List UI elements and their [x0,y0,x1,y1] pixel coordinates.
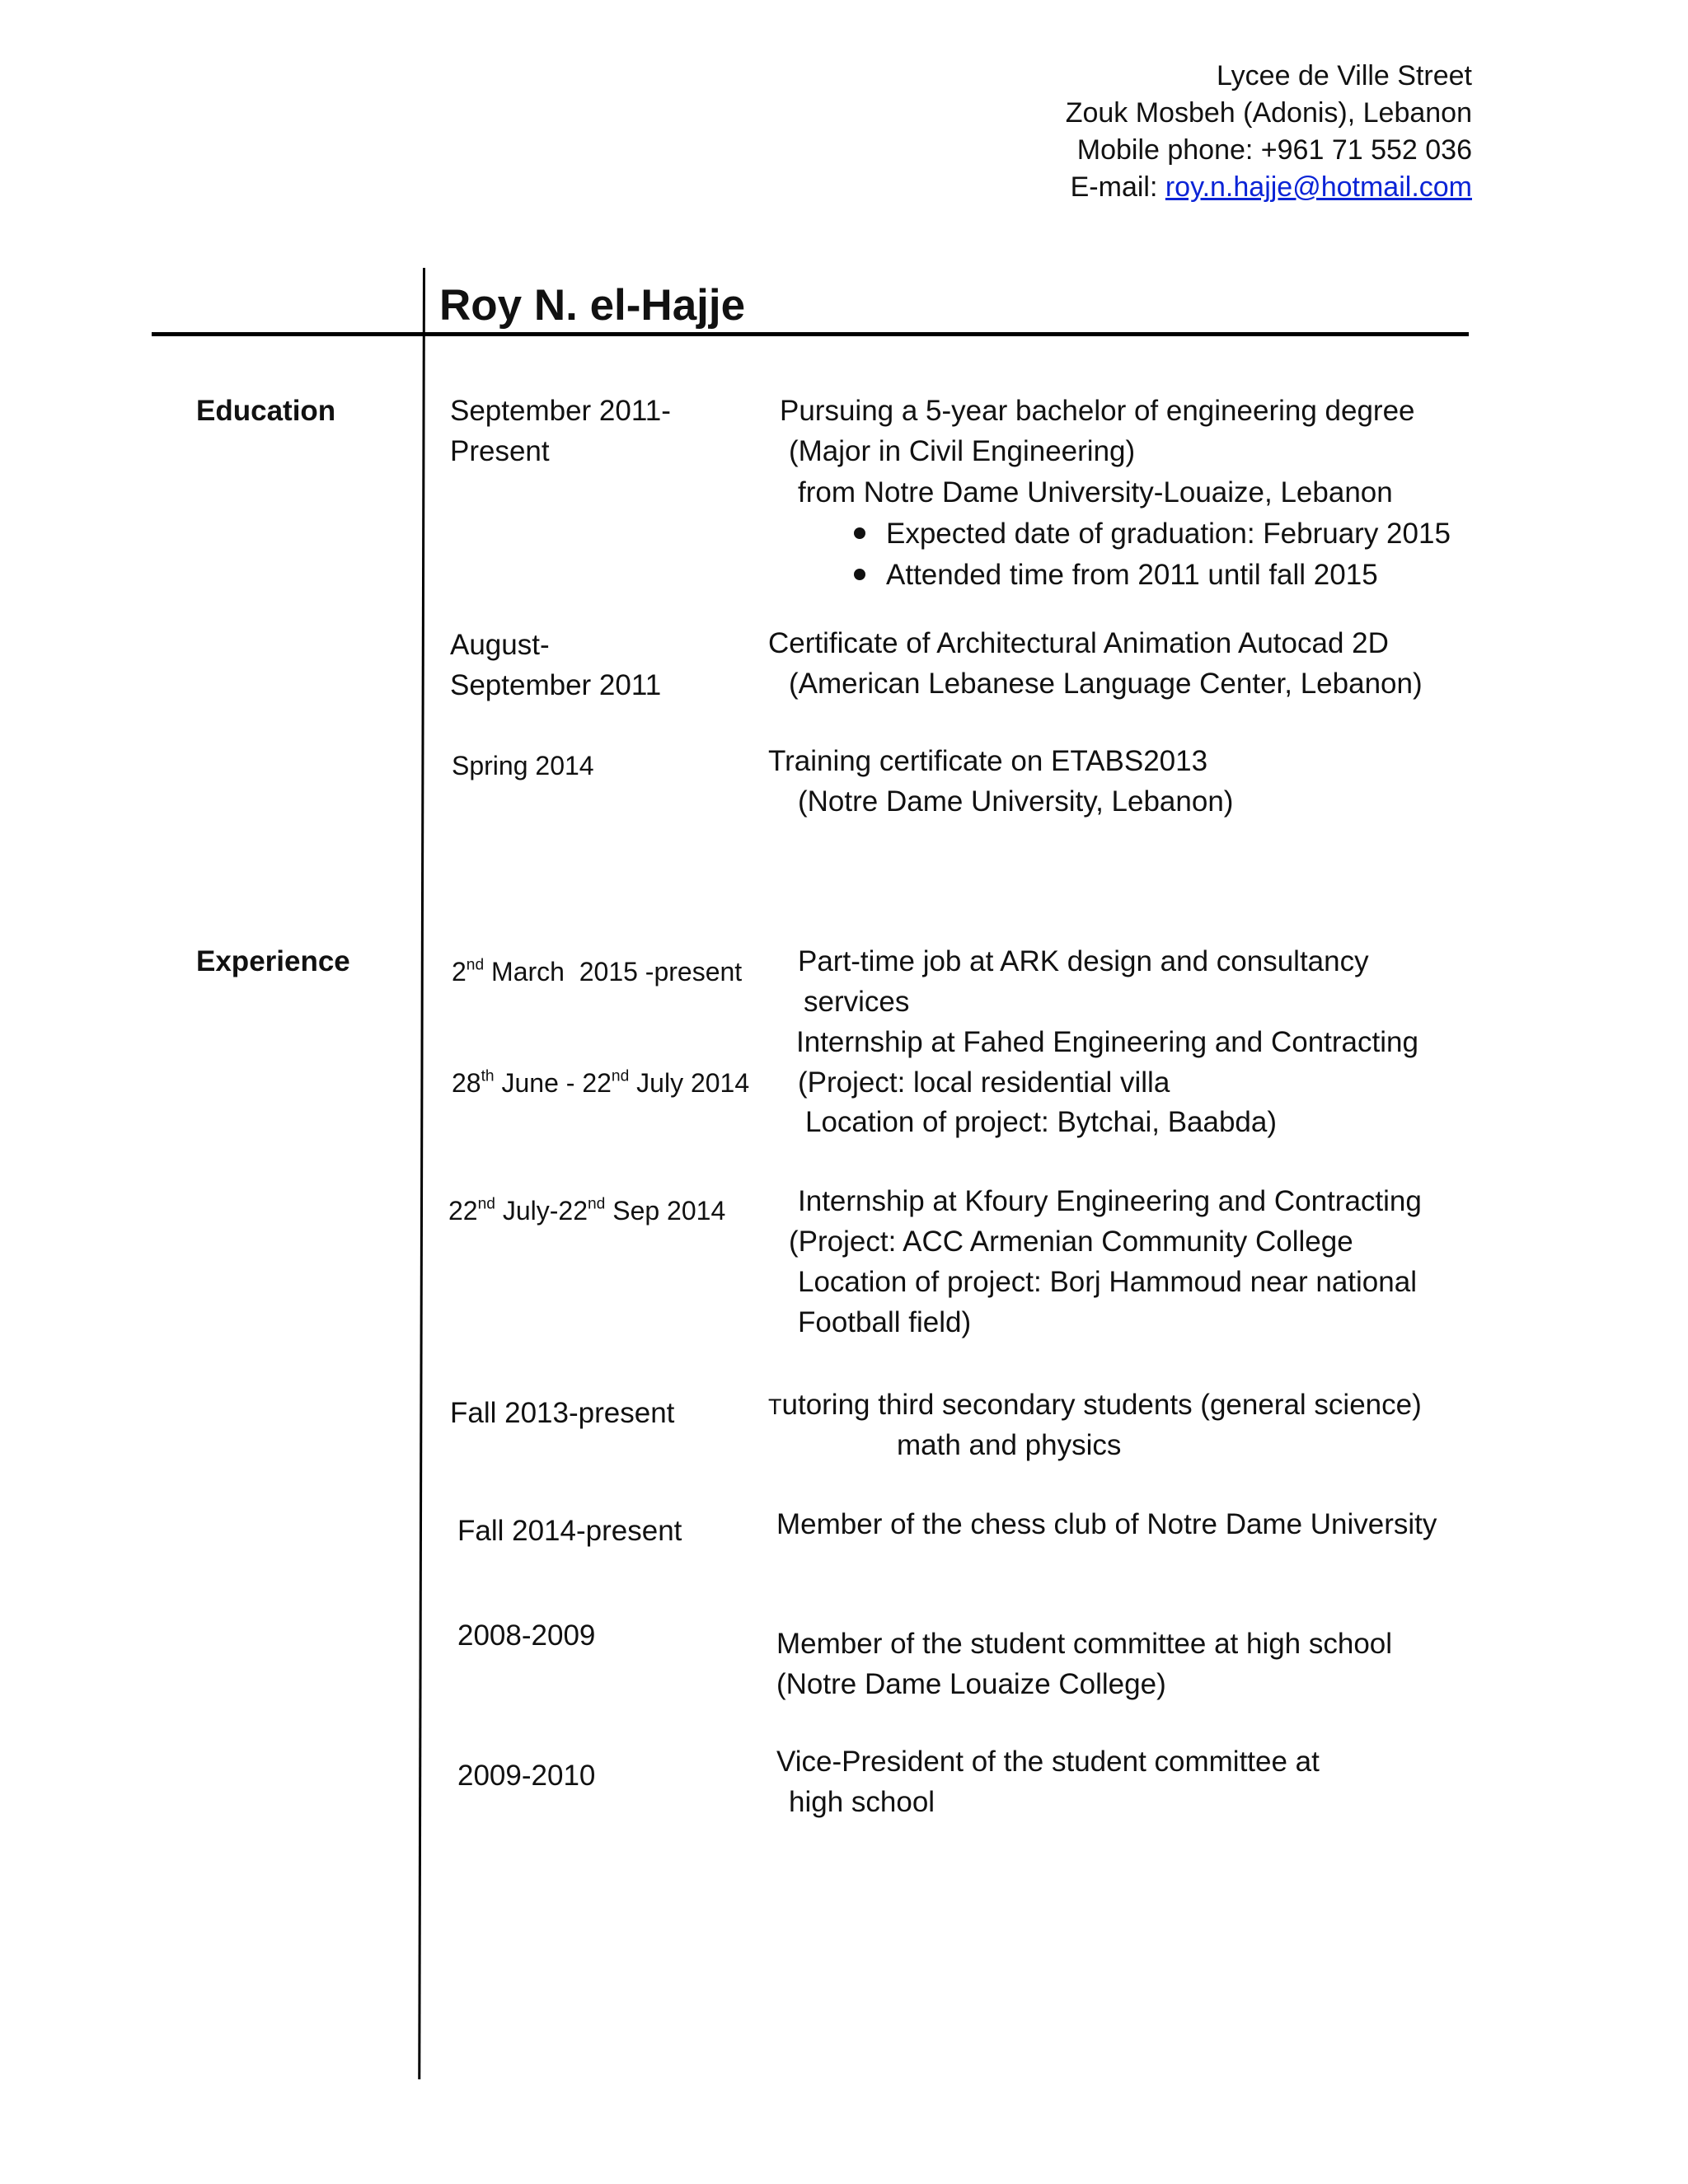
exp-3-date-b-sup: nd [587,1195,606,1213]
edu-3-line2: (Notre Dame University, Lebanon) [798,785,1234,818]
exp-3-date-mid: July-22 [495,1196,588,1226]
exp-7-date: 2009-2010 [457,1760,596,1792]
exp-1-date-rest: March 2015 -present [484,957,743,987]
exp-2-date [452,1063,749,1104]
exp-4-line1-rest: utoring third secondary students (general science) [781,1389,1422,1421]
edu-2-line2: (American Lebanese Language Center, Lebanon) [789,668,1423,700]
exp-2-date-mid: June - 22 [494,1068,612,1098]
edu-1-date-line1: September 2011- [450,395,671,427]
exp-7-line2: high school [789,1786,935,1818]
exp-2-date-end: July 2014 [629,1068,750,1098]
exp-1-date-day: 2 [452,957,467,987]
exp-6-line1: Member of the student committee at high school [776,1628,1393,1660]
contact-block [1066,58,1472,206]
edu-2-line1: Certificate of Architectural Animation Autocad 2D [768,627,1389,659]
exp-3-date-a: 22 [448,1196,478,1226]
contact-phone: Mobile phone: +961 71 552 036 [1076,134,1472,166]
edu-1-bullet-1: Expected date of graduation: February 2015 [886,518,1451,550]
edu-1-line2: (Major in Civil Engineering) [789,435,1136,467]
exp-4-line1 [768,1385,1422,1427]
exp-4-date: Fall 2013-present [450,1397,675,1429]
contact-street: Lycee de Ville Street [1217,60,1472,91]
exp-2-date-b-sup: nd [611,1067,630,1085]
exp-3-line4: Football field) [798,1306,972,1338]
edu-1-bullet-2: Attended time from 2011 until fall 2015 [886,559,1378,591]
contact-email-link[interactable]: roy.n.hajje@hotmail.com [1165,171,1472,203]
exp-4-initial: T [768,1394,782,1419]
exp-2-line2: (Project: local residential villa [798,1066,1170,1099]
resume-name: Roy N. el-Hajje [439,281,746,330]
exp-3-line2: (Project: ACC Armenian Community College [789,1226,1353,1258]
exp-3-date-a-sup: nd [477,1195,495,1213]
contact-city: Zouk Mosbeh (Adonis), Lebanon [1065,97,1472,129]
exp-6-line2: (Notre Dame Louaize College) [776,1668,1166,1700]
edu-2-date-line1: August- [450,629,550,661]
edu-2-date-line2: September 2011 [450,669,662,701]
bullet-icon [854,527,865,539]
exp-1-line1: Part-time job at ARK design and consultancy [798,945,1369,977]
edu-3-date: Spring 2014 [452,751,594,780]
edu-3-line1: Training certificate on ETABS2013 [768,745,1208,777]
education-heading: Education [196,395,336,427]
exp-2-line3: Location of project: Bytchai, Baabda) [805,1106,1278,1138]
exp-3-date-end: Sep 2014 [605,1196,726,1226]
edu-1-line3: from Notre Dame University-Louaize, Lebanon [798,476,1393,509]
exp-7-line1: Vice-President of the student committee at [776,1746,1320,1778]
name-underline-rule [152,332,1469,336]
exp-5-date: Fall 2014-present [457,1515,682,1547]
exp-3-date [448,1191,725,1231]
exp-2-line1: Internship at Fahed Engineering and Contracting [796,1026,1418,1058]
exp-1-date [452,952,742,992]
column-divider-rule [418,268,425,2079]
exp-2-date-a: 28 [452,1068,481,1098]
exp-2-date-a-sup: th [481,1067,495,1085]
bullet-icon [854,569,865,580]
experience-heading: Experience [196,945,350,977]
edu-1-line1: Pursuing a 5-year bachelor of engineering degree [780,395,1415,427]
contact-email-line [1066,169,1472,206]
exp-4-line2: math and physics [897,1429,1122,1461]
contact-email-label: E-mail: [1070,171,1165,203]
edu-1-date-line2: Present [450,435,550,467]
exp-1-date-sup: nd [466,956,485,974]
exp-3-line3: Location of project: Borj Hammoud near national [798,1266,1417,1298]
exp-5-line1: Member of the chess club of Notre Dame University [776,1508,1437,1540]
exp-1-line2: services [804,986,910,1018]
exp-3-line1: Internship at Kfoury Engineering and Contracting [798,1185,1422,1217]
exp-6-date: 2008-2009 [457,1619,596,1652]
